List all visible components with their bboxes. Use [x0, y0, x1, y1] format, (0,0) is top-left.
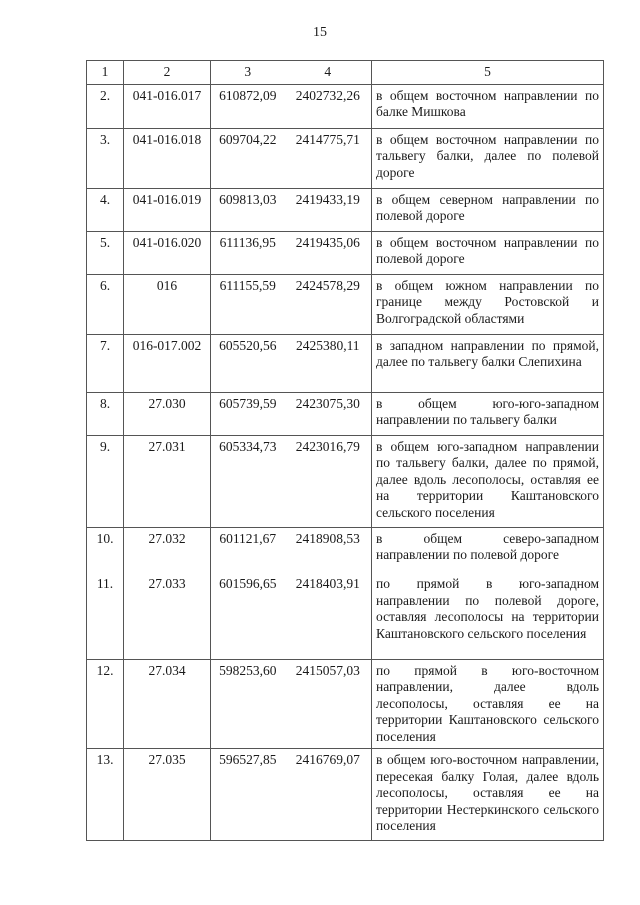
table-row [87, 659, 604, 749]
x-coordinate: 601121,67 [211, 527, 285, 573]
row-number: 9. [87, 435, 124, 527]
row-number: 10. [87, 527, 124, 573]
column-header: 4 [285, 61, 372, 85]
x-coordinate: 598253,60 [211, 659, 285, 749]
x-coordinate: 609813,03 [211, 188, 285, 231]
y-coordinate: 2418908,53 [285, 527, 372, 573]
column-header: 1 [87, 61, 124, 85]
point-code: 041-016.017 [124, 84, 211, 128]
point-code: 041-016.018 [124, 128, 211, 188]
y-coordinate: 2418403,91 [285, 573, 372, 659]
y-coordinate: 2423016,79 [285, 435, 372, 527]
table-row [87, 527, 604, 573]
y-coordinate: 2416769,07 [285, 749, 372, 841]
point-code: 016 [124, 274, 211, 334]
row-number: 3. [87, 128, 124, 188]
column-header: 5 [372, 61, 604, 85]
route-description: в общем северном направлении по полевой дороге [372, 188, 604, 231]
route-description: в общем восточном направлении по тальвегу балки, далее по полевой дороге [372, 128, 604, 188]
x-coordinate: 605520,56 [211, 334, 285, 392]
row-number: 13. [87, 749, 124, 841]
point-code: 27.031 [124, 435, 211, 527]
table-row [87, 573, 604, 659]
table-row [87, 274, 604, 334]
table-row [87, 84, 604, 128]
y-coordinate: 2425380,11 [285, 334, 372, 392]
point-code: 27.034 [124, 659, 211, 749]
x-coordinate: 611155,59 [211, 274, 285, 334]
table-row [87, 128, 604, 188]
row-number: 12. [87, 659, 124, 749]
x-coordinate: 601596,65 [211, 573, 285, 659]
row-number: 8. [87, 392, 124, 435]
x-coordinate: 605739,59 [211, 392, 285, 435]
x-coordinate: 610872,09 [211, 84, 285, 128]
point-code: 27.030 [124, 392, 211, 435]
route-description: в общем восточном направлении по балке Мишкова [372, 84, 604, 128]
point-code: 27.032 [124, 527, 211, 573]
table-header-row [87, 61, 604, 85]
x-coordinate: 605334,73 [211, 435, 285, 527]
table-row [87, 231, 604, 274]
row-number: 11. [87, 573, 124, 659]
route-description: в общем восточном направлении по полевой дороге [372, 231, 604, 274]
table-row [87, 188, 604, 231]
table-row [87, 334, 604, 392]
point-code: 041-016.019 [124, 188, 211, 231]
y-coordinate: 2424578,29 [285, 274, 372, 334]
x-coordinate: 611136,95 [211, 231, 285, 274]
route-description: в западном направлении по прямой, далее по тальвегу балки Слепихина [372, 334, 604, 392]
row-number: 6. [87, 274, 124, 334]
route-description: по прямой в юго-западном направлении по полевой дороге, оставляя лесополосы на территории Каштановского сельского поселения [372, 573, 604, 659]
y-coordinate: 2402732,26 [285, 84, 372, 128]
x-coordinate: 609704,22 [211, 128, 285, 188]
y-coordinate: 2415057,03 [285, 659, 372, 749]
row-number: 5. [87, 231, 124, 274]
y-coordinate: 2423075,30 [285, 392, 372, 435]
route-description: в общем юго-восточном направлении, пересекая балку Голая, далее вдоль лесополосы, оставляя ее на территории Нестеркинского сельского поселения [372, 749, 604, 841]
point-code: 27.035 [124, 749, 211, 841]
point-code: 016-017.002 [124, 334, 211, 392]
column-header: 3 [211, 61, 285, 85]
route-description: в общем северо-западном направлении по полевой дороге [372, 527, 604, 573]
route-description: в общем южном направлении по границе между Ростовской и Волгоградской областями [372, 274, 604, 334]
y-coordinate: 2419433,19 [285, 188, 372, 231]
table-row [87, 435, 604, 527]
row-number: 7. [87, 334, 124, 392]
table-row [87, 749, 604, 841]
route-description: в общем юго-западном направлении по тальвегу балки, далее по прямой, далее вдоль лесополосы, оставляя ее на территории Каштановского сельского поселения [372, 435, 604, 527]
row-number: 4. [87, 188, 124, 231]
page-number: 15 [313, 25, 327, 40]
row-number: 2. [87, 84, 124, 128]
point-code: 041-016.020 [124, 231, 211, 274]
y-coordinate: 2419435,06 [285, 231, 372, 274]
y-coordinate: 2414775,71 [285, 128, 372, 188]
boundary-points-table [86, 60, 604, 841]
point-code: 27.033 [124, 573, 211, 659]
x-coordinate: 596527,85 [211, 749, 285, 841]
route-description: по прямой в юго-восточном направлении, далее вдоль лесополосы, оставляя ее на территории Каштановского сельского поселения [372, 659, 604, 749]
table-row [87, 392, 604, 435]
route-description: в общем юго-юго-западном направлении по тальвегу балки [372, 392, 604, 435]
column-header: 2 [124, 61, 211, 85]
